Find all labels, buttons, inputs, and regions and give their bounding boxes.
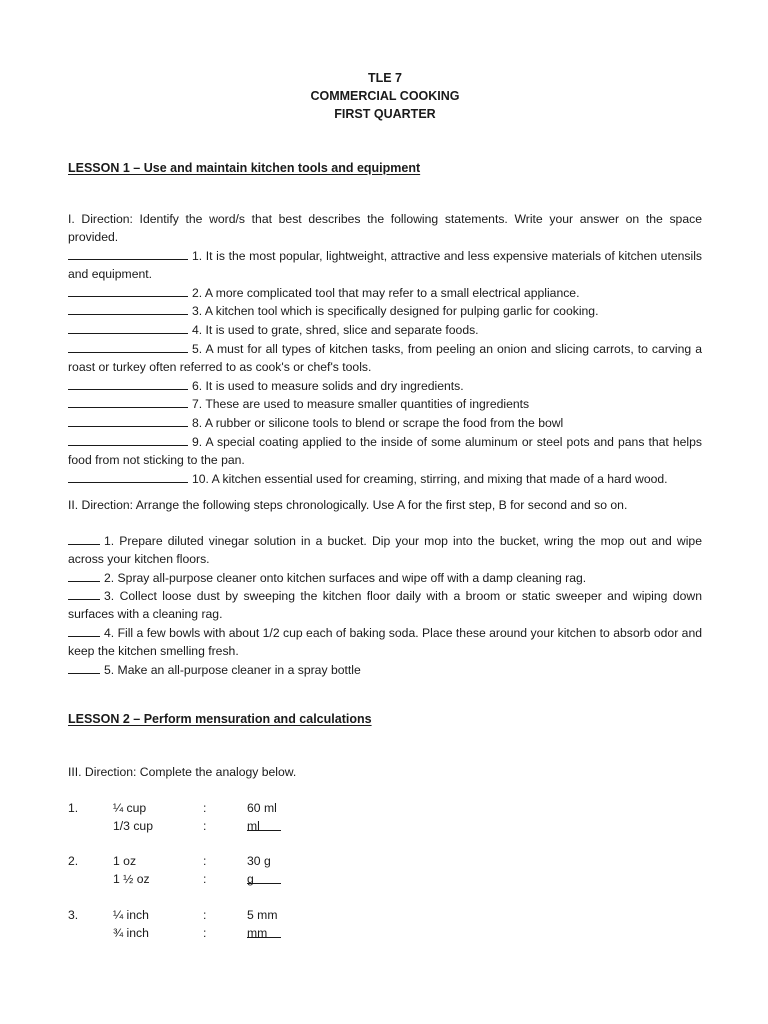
- answer-blank[interactable]: [68, 340, 188, 353]
- answer-blank[interactable]: [68, 661, 100, 674]
- answer-blank[interactable]: [68, 377, 188, 390]
- answer-blank[interactable]: [68, 569, 100, 582]
- analogy-number: 1.: [68, 801, 79, 815]
- answer-blank[interactable]: [68, 532, 100, 545]
- answer-blank[interactable]: [68, 247, 188, 260]
- analogy-group: [68, 907, 702, 943]
- answer-blank[interactable]: [68, 433, 188, 446]
- worksheet-page: [68, 0, 702, 1024]
- identification-item: 5. A must for all types of kitchen tasks, from peeling an onion and slicing carrots, to carving a roast or turkey often referred to as cook's or chef's tools.: [68, 341, 702, 374]
- direction-2: II. Direction: Arrange the following steps chronologically. Use A for the first step, B for second and so on.: [68, 498, 628, 512]
- sequence-item: 3. Collect loose dust by sweeping the kitchen floor daily with a broom or static sweeper and wiping down surfaces with a cleaning rag.: [68, 589, 702, 622]
- identification-item: 2. A more complicated tool that may refer to a small electrical appliance.: [68, 284, 702, 303]
- identification-item: 10. A kitchen essential used for creaming, stirring, and mixing that made of a hard wood.: [68, 470, 702, 489]
- doc-subject: COMMERCIAL COOKING: [310, 89, 460, 103]
- analogy-row: ¾ inch : mm: [68, 925, 702, 943]
- identification-list: [68, 247, 702, 488]
- analogy-group: [68, 853, 702, 889]
- identification-item: 3. A kitchen tool which is specifically designed for pulping garlic for cooking.: [68, 302, 702, 321]
- analogy-row: 1. ¼ cup : 60 ml: [68, 800, 702, 818]
- identification-item: 7. These are used to measure smaller quantities of ingredients: [68, 395, 702, 414]
- analogy-row: 2. 1 oz : 30 g: [68, 853, 702, 871]
- answer-blank[interactable]: [68, 470, 188, 483]
- sequence-item: 4. Fill a few bowls with about 1/2 cup each of baking soda. Place these around your kitchen to absorb odor and keep the kitchen smelling fresh.: [68, 625, 702, 658]
- answer-blank[interactable]: [68, 284, 188, 297]
- doc-quarter: FIRST QUARTER: [334, 107, 436, 121]
- doc-title: TLE 7: [367, 71, 403, 85]
- analogy-row: 3. ¼ inch : 5 mm: [68, 907, 702, 925]
- identification-item: 6. It is used to measure solids and dry ingredients.: [68, 377, 702, 396]
- sequence-list: [68, 532, 702, 679]
- answer-blank[interactable]: [68, 624, 100, 637]
- identification-item: 9. A special coating applied to the inside of some aluminum or steel pots and pans that helps food from not sticking to the pan.: [68, 434, 702, 467]
- answer-blank[interactable]: [68, 414, 188, 427]
- sequence-item: 1. Prepare diluted vinegar solution in a bucket. Dip your mop into the bucket, wring the mop out and wipe across your kitchen floors.: [68, 534, 702, 566]
- answer-blank[interactable]: [68, 302, 188, 315]
- identification-item: 4. It is used to grate, shred, slice and separate foods.: [68, 321, 702, 340]
- analogy-row: 1/3 cup : ml: [68, 818, 702, 836]
- analogy-number: 2.: [68, 854, 79, 868]
- analogy-row: 1 ½ oz : g: [68, 871, 702, 889]
- direction-3: III. Direction: Complete the analogy below.: [68, 765, 297, 779]
- identification-item: 8. A rubber or silicone tools to blend or scrape the food from the bowl: [68, 414, 702, 433]
- answer-blank[interactable]: [68, 587, 100, 600]
- answer-blank[interactable]: [68, 395, 188, 408]
- analogy-group: [68, 800, 702, 836]
- identification-item: 1. It is the most popular, lightweight, attractive and less expensive materials of kitchen utensils and equipment.: [68, 249, 702, 281]
- sequence-item: 2. Spray all-purpose cleaner onto kitchen surfaces and wipe off with a damp cleaning rag.: [68, 569, 702, 588]
- lesson-1-title: LESSON 1 – Use and maintain kitchen tools and equipment: [68, 161, 421, 175]
- direction-1: I. Direction: Identify the word/s that best describes the following statements. Write your answer on the space provided.: [68, 212, 702, 244]
- lesson-2-title: LESSON 2 – Perform mensuration and calculations: [68, 712, 372, 726]
- sequence-item: 5. Make an all-purpose cleaner in a spray bottle: [68, 661, 702, 680]
- analogy-number: 3.: [68, 908, 79, 922]
- answer-blank[interactable]: [68, 321, 188, 334]
